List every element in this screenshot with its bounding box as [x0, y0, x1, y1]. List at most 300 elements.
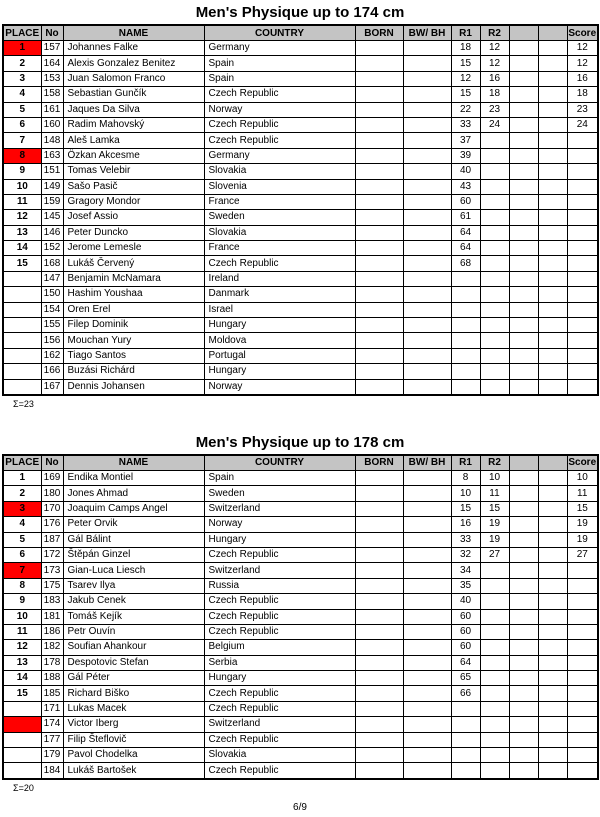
blank-cell — [509, 547, 538, 562]
bwbh-cell — [403, 210, 451, 225]
round2-cell — [480, 364, 509, 379]
number-cell: 166 — [41, 364, 63, 379]
column-header: No — [41, 25, 63, 41]
bwbh-cell — [403, 563, 451, 578]
country-cell: Switzerland — [204, 501, 355, 516]
column-header — [538, 25, 567, 41]
blank-cell — [509, 102, 538, 117]
place-cell: 3 — [3, 71, 41, 86]
number-cell: 148 — [41, 133, 63, 148]
blank-cell — [538, 210, 567, 225]
table-row — [3, 302, 598, 317]
bwbh-cell — [403, 501, 451, 516]
bwbh-cell — [403, 517, 451, 532]
name-cell: Mouchan Yury — [63, 333, 204, 348]
name-cell: Alexis Gonzalez Benitez — [63, 56, 204, 71]
score-cell: 12 — [567, 56, 598, 71]
blank-cell — [509, 763, 538, 779]
round1-cell — [451, 701, 480, 716]
bwbh-cell — [403, 133, 451, 148]
round2-cell — [480, 732, 509, 747]
table-row — [3, 517, 598, 532]
number-cell: 174 — [41, 717, 63, 732]
table-row — [3, 732, 598, 747]
born-cell — [355, 179, 403, 194]
round2-cell: 19 — [480, 532, 509, 547]
born-cell — [355, 256, 403, 271]
blank-cell — [509, 87, 538, 102]
score-cell — [567, 318, 598, 333]
blank-cell — [538, 302, 567, 317]
born-cell — [355, 655, 403, 670]
round1-cell: 12 — [451, 71, 480, 86]
round1-cell: 15 — [451, 87, 480, 102]
name-cell: Despotovic Stefan — [63, 655, 204, 670]
number-cell: 150 — [41, 287, 63, 302]
round1-cell: 37 — [451, 133, 480, 148]
table-row — [3, 348, 598, 363]
round2-cell — [480, 225, 509, 240]
number-cell: 181 — [41, 609, 63, 624]
name-cell: Lukáš Červený — [63, 256, 204, 271]
round1-cell: 43 — [451, 179, 480, 194]
table-row — [3, 547, 598, 562]
table-row — [3, 501, 598, 516]
round1-cell — [451, 364, 480, 379]
round2-cell: 27 — [480, 547, 509, 562]
born-cell — [355, 348, 403, 363]
name-cell: Buzási Richárd — [63, 364, 204, 379]
round2-cell — [480, 133, 509, 148]
round2-cell — [480, 594, 509, 609]
blank-cell — [538, 318, 567, 333]
born-cell — [355, 194, 403, 209]
bwbh-cell — [403, 194, 451, 209]
bwbh-cell — [403, 348, 451, 363]
blank-cell — [509, 563, 538, 578]
blank-cell — [509, 748, 538, 763]
round1-cell: 65 — [451, 671, 480, 686]
round2-cell — [480, 717, 509, 732]
number-cell: 179 — [41, 748, 63, 763]
name-cell: Filip Šteflovič — [63, 732, 204, 747]
place-cell: 10 — [3, 609, 41, 624]
round2-cell: 16 — [480, 71, 509, 86]
bwbh-cell — [403, 609, 451, 624]
place-cell: 6 — [3, 117, 41, 132]
bwbh-cell — [403, 117, 451, 132]
born-cell — [355, 41, 403, 56]
country-cell: Czech Republic — [204, 686, 355, 701]
country-cell: Hungary — [204, 532, 355, 547]
score-cell — [567, 594, 598, 609]
born-cell — [355, 117, 403, 132]
table-row — [3, 686, 598, 701]
number-cell: 164 — [41, 56, 63, 71]
number-cell: 171 — [41, 701, 63, 716]
score-cell — [567, 302, 598, 317]
blank-cell — [509, 609, 538, 624]
place-cell: 2 — [3, 486, 41, 501]
number-cell: 170 — [41, 501, 63, 516]
table-row — [3, 333, 598, 348]
round2-cell — [480, 701, 509, 716]
blank-cell — [538, 547, 567, 562]
round2-cell — [480, 655, 509, 670]
bwbh-cell — [403, 640, 451, 655]
round1-cell — [451, 379, 480, 395]
round1-cell: 15 — [451, 501, 480, 516]
number-cell: 176 — [41, 517, 63, 532]
number-cell: 152 — [41, 241, 63, 256]
country-cell: Spain — [204, 470, 355, 485]
name-cell: Štěpán Ginzel — [63, 547, 204, 562]
place-cell — [3, 763, 41, 779]
column-header: BW/ BH — [403, 25, 451, 41]
bwbh-cell — [403, 102, 451, 117]
score-cell — [567, 671, 598, 686]
round1-cell: 40 — [451, 164, 480, 179]
born-cell — [355, 624, 403, 639]
column-header — [509, 455, 538, 471]
country-cell: Slovakia — [204, 225, 355, 240]
blank-cell — [538, 133, 567, 148]
round1-cell: 16 — [451, 517, 480, 532]
round2-cell — [480, 179, 509, 194]
blank-cell — [509, 640, 538, 655]
blank-cell — [538, 287, 567, 302]
score-cell — [567, 133, 598, 148]
round2-cell: 23 — [480, 102, 509, 117]
round1-cell: 66 — [451, 686, 480, 701]
round1-cell: 60 — [451, 609, 480, 624]
blank-cell — [509, 71, 538, 86]
born-cell — [355, 225, 403, 240]
bwbh-cell — [403, 701, 451, 716]
round1-cell: 64 — [451, 225, 480, 240]
blank-cell — [509, 318, 538, 333]
place-cell: 9 — [3, 164, 41, 179]
name-cell: Endika Montiel — [63, 470, 204, 485]
place-cell: 14 — [3, 241, 41, 256]
number-cell: 155 — [41, 318, 63, 333]
born-cell — [355, 133, 403, 148]
place-cell: 2 — [3, 56, 41, 71]
place-cell: 1 — [3, 41, 41, 56]
bwbh-cell — [403, 547, 451, 562]
place-cell: 5 — [3, 532, 41, 547]
score-cell — [567, 640, 598, 655]
number-cell: 182 — [41, 640, 63, 655]
blank-cell — [509, 194, 538, 209]
round1-cell: 60 — [451, 194, 480, 209]
bwbh-cell — [403, 241, 451, 256]
table-row — [3, 470, 598, 485]
place-cell — [3, 748, 41, 763]
round2-cell — [480, 333, 509, 348]
column-header — [538, 455, 567, 471]
name-cell: Benjamin McNamara — [63, 271, 204, 286]
round2-cell — [480, 624, 509, 639]
number-cell: 149 — [41, 179, 63, 194]
blank-cell — [538, 102, 567, 117]
blank-cell — [538, 364, 567, 379]
bwbh-cell — [403, 655, 451, 670]
score-cell: 23 — [567, 102, 598, 117]
table-row — [3, 256, 598, 271]
country-cell: Slovakia — [204, 748, 355, 763]
country-cell: Hungary — [204, 671, 355, 686]
score-cell — [567, 148, 598, 163]
blank-cell — [538, 624, 567, 639]
place-cell: 1 — [3, 470, 41, 485]
bwbh-cell — [403, 41, 451, 56]
place-cell: 8 — [3, 148, 41, 163]
bwbh-cell — [403, 686, 451, 701]
country-cell: Switzerland — [204, 717, 355, 732]
table-row — [3, 194, 598, 209]
blank-cell — [509, 717, 538, 732]
blank-cell — [538, 763, 567, 779]
bwbh-cell — [403, 732, 451, 747]
blank-cell — [538, 748, 567, 763]
name-cell: Radim Mahovský — [63, 117, 204, 132]
round1-cell: 32 — [451, 547, 480, 562]
blank-cell — [538, 594, 567, 609]
round1-cell — [451, 302, 480, 317]
blank-cell — [538, 517, 567, 532]
table-row — [3, 71, 598, 86]
round2-cell — [480, 748, 509, 763]
column-header: Score — [567, 25, 598, 41]
blank-cell — [538, 117, 567, 132]
number-cell: 162 — [41, 348, 63, 363]
blank-cell — [509, 164, 538, 179]
number-cell: 173 — [41, 563, 63, 578]
born-cell — [355, 717, 403, 732]
bwbh-cell — [403, 624, 451, 639]
blank-cell — [538, 532, 567, 547]
round1-cell: 34 — [451, 563, 480, 578]
score-cell — [567, 609, 598, 624]
table-row — [3, 364, 598, 379]
place-cell — [3, 287, 41, 302]
born-cell — [355, 241, 403, 256]
number-cell: 187 — [41, 532, 63, 547]
round2-cell — [480, 318, 509, 333]
table-row — [3, 241, 598, 256]
blank-cell — [509, 379, 538, 395]
blank-cell — [538, 194, 567, 209]
place-cell: 14 — [3, 671, 41, 686]
blank-cell — [538, 717, 567, 732]
round1-cell: 64 — [451, 241, 480, 256]
bwbh-cell — [403, 302, 451, 317]
name-cell: Jones Ahmad — [63, 486, 204, 501]
name-cell: Pavol Chodelka — [63, 748, 204, 763]
round2-cell: 24 — [480, 117, 509, 132]
country-cell: Czech Republic — [204, 87, 355, 102]
country-cell: Czech Republic — [204, 256, 355, 271]
blank-cell — [538, 501, 567, 516]
score-cell: 15 — [567, 501, 598, 516]
place-cell — [3, 732, 41, 747]
name-cell: Aleš Lamka — [63, 133, 204, 148]
country-cell: Ireland — [204, 271, 355, 286]
country-cell: Germany — [204, 41, 355, 56]
name-cell: Petr Ouvín — [63, 624, 204, 639]
table-row — [3, 164, 598, 179]
table-row — [3, 486, 598, 501]
blank-cell — [538, 470, 567, 485]
score-cell — [567, 241, 598, 256]
name-cell: Victor Iberg — [63, 717, 204, 732]
name-cell: Juan Salomon Franco — [63, 71, 204, 86]
round1-cell: 15 — [451, 56, 480, 71]
country-cell: Hungary — [204, 364, 355, 379]
blank-cell — [538, 578, 567, 593]
name-cell: Dennis Johansen — [63, 379, 204, 395]
round2-cell: 10 — [480, 470, 509, 485]
bwbh-cell — [403, 87, 451, 102]
place-cell: 15 — [3, 686, 41, 701]
round2-cell — [480, 287, 509, 302]
bwbh-cell — [403, 318, 451, 333]
number-cell: 154 — [41, 302, 63, 317]
round1-cell: 33 — [451, 532, 480, 547]
blank-cell — [509, 486, 538, 501]
name-cell: Joaquim Camps Angel — [63, 501, 204, 516]
round2-cell — [480, 348, 509, 363]
round1-cell: 22 — [451, 102, 480, 117]
column-header: No — [41, 455, 63, 471]
round2-cell — [480, 148, 509, 163]
place-cell: 11 — [3, 624, 41, 639]
entrant-count-label: Σ=20 — [13, 782, 34, 793]
round1-cell — [451, 318, 480, 333]
entrant-count-label: Σ=23 — [13, 398, 34, 409]
blank-cell — [538, 241, 567, 256]
bwbh-cell — [403, 594, 451, 609]
round2-cell — [480, 578, 509, 593]
place-cell: 11 — [3, 194, 41, 209]
name-cell: Johannes Falke — [63, 41, 204, 56]
results-table-178 — [2, 454, 599, 780]
blank-cell — [538, 348, 567, 363]
score-cell: 16 — [567, 71, 598, 86]
round1-cell — [451, 348, 480, 363]
blank-cell — [509, 333, 538, 348]
born-cell — [355, 563, 403, 578]
country-cell: Czech Republic — [204, 117, 355, 132]
born-cell — [355, 164, 403, 179]
round2-cell — [480, 194, 509, 209]
score-cell — [567, 379, 598, 395]
blank-cell — [538, 41, 567, 56]
name-cell: Sebastian Gunčík — [63, 87, 204, 102]
born-cell — [355, 701, 403, 716]
blank-cell — [509, 348, 538, 363]
blank-cell — [509, 179, 538, 194]
born-cell — [355, 594, 403, 609]
blank-cell — [509, 532, 538, 547]
table-row — [3, 563, 598, 578]
blank-cell — [538, 671, 567, 686]
blank-cell — [509, 41, 538, 56]
country-cell: Norway — [204, 517, 355, 532]
blank-cell — [509, 56, 538, 71]
born-cell — [355, 379, 403, 395]
score-cell — [567, 701, 598, 716]
column-header: R2 — [480, 25, 509, 41]
blank-cell — [509, 732, 538, 747]
score-cell: 24 — [567, 117, 598, 132]
name-cell: Oren Erel — [63, 302, 204, 317]
born-cell — [355, 609, 403, 624]
number-cell: 160 — [41, 117, 63, 132]
round2-cell — [480, 671, 509, 686]
bwbh-cell — [403, 333, 451, 348]
column-header: NAME — [63, 25, 204, 41]
place-cell: 10 — [3, 179, 41, 194]
born-cell — [355, 547, 403, 562]
place-cell — [3, 717, 41, 732]
born-cell — [355, 302, 403, 317]
born-cell — [355, 671, 403, 686]
country-cell: Czech Republic — [204, 609, 355, 624]
country-cell: Czech Republic — [204, 763, 355, 779]
column-header: COUNTRY — [204, 25, 355, 41]
column-header: NAME — [63, 455, 204, 471]
country-cell: Sweden — [204, 210, 355, 225]
place-cell: 12 — [3, 210, 41, 225]
country-cell: Slovenia — [204, 179, 355, 194]
number-cell: 180 — [41, 486, 63, 501]
number-cell: 167 — [41, 379, 63, 395]
country-cell: Germany — [204, 148, 355, 163]
blank-cell — [538, 609, 567, 624]
round2-cell — [480, 686, 509, 701]
round1-cell — [451, 271, 480, 286]
score-cell — [567, 686, 598, 701]
round1-cell — [451, 333, 480, 348]
name-cell: Richard Biško — [63, 686, 204, 701]
score-cell — [567, 364, 598, 379]
table-row — [3, 148, 598, 163]
blank-cell — [538, 148, 567, 163]
number-cell: 178 — [41, 655, 63, 670]
place-cell — [3, 333, 41, 348]
name-cell: Hashim Youshaa — [63, 287, 204, 302]
place-cell: 12 — [3, 640, 41, 655]
name-cell: Sašo Pasič — [63, 179, 204, 194]
score-cell — [567, 624, 598, 639]
place-cell: 15 — [3, 256, 41, 271]
blank-cell — [538, 71, 567, 86]
score-cell — [567, 225, 598, 240]
round1-cell: 40 — [451, 594, 480, 609]
place-cell: 13 — [3, 225, 41, 240]
place-cell — [3, 379, 41, 395]
blank-cell — [509, 225, 538, 240]
round2-cell: 12 — [480, 56, 509, 71]
born-cell — [355, 333, 403, 348]
name-cell: Filep Dominik — [63, 318, 204, 333]
country-cell: Switzerland — [204, 563, 355, 578]
round2-cell — [480, 302, 509, 317]
blank-cell — [509, 501, 538, 516]
number-cell: 172 — [41, 547, 63, 562]
